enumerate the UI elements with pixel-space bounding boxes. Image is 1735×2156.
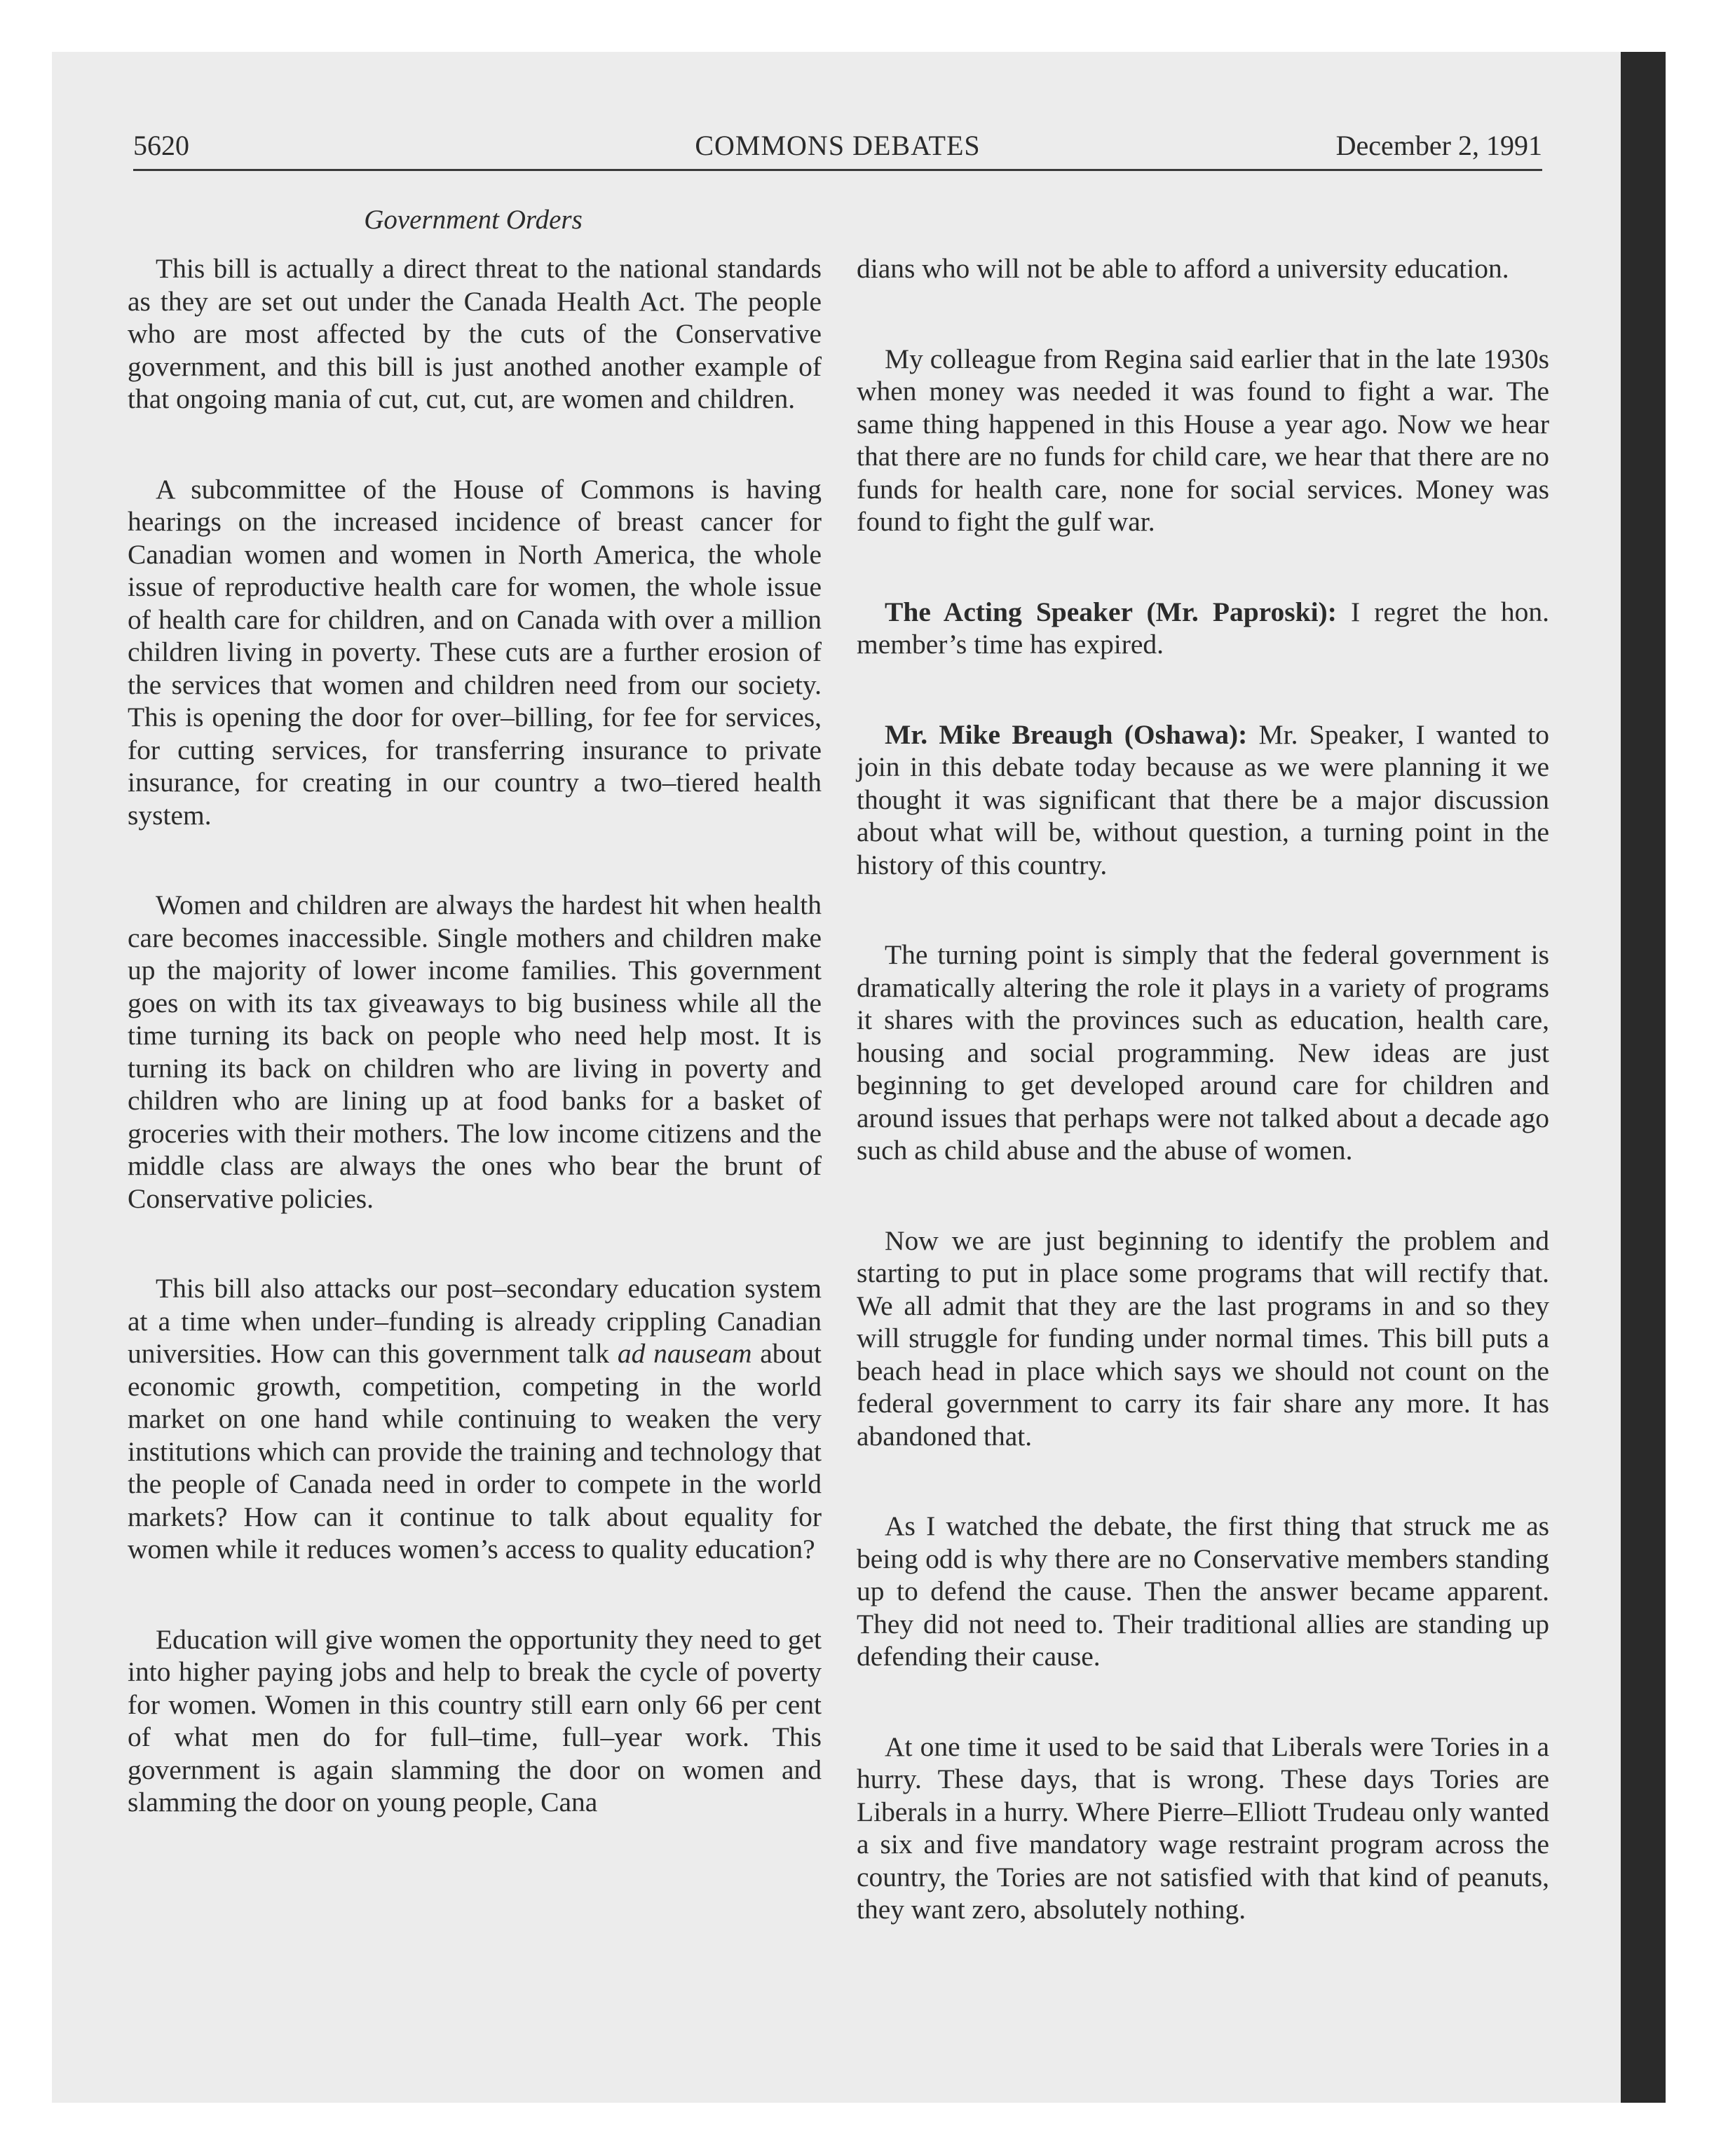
section-label: Government Orders xyxy=(364,205,583,235)
speaker-paragraph xyxy=(857,718,1549,882)
speaker-paragraph xyxy=(857,596,1549,661)
paragraph: My colleague from Regina said earlier that in the late 1930s when money was needed it was found to fight a war. The same thing happened in this House a year ago. Now we hear that there are no funds for child care, we hear that there are no funds for health care, none for social services. Money was found to fight the gulf war. xyxy=(857,343,1549,537)
paragraph: Women and children are always the hardest hit when health care becomes inaccessible. Single mothers and children make up the majority of lower income families. This government goes on with its tax giveaways to big business while all the time turning its back on people who need help most. It is turning its back on children who are living in poverty and children who are lining up at food banks for a basket of groceries with their mothers. The low income citizens and the middle class are always the ones who bear the brunt of Conservative policies. xyxy=(128,889,822,1214)
speaker-name: The Acting Speaker (Mr. Paproski): xyxy=(885,596,1337,627)
paragraph: A subcommittee of the House of Commons is having hearings on the increased incidence of breast cancer for Canadian women and women in North America, the whole issue of reproductive health care for women, the whole issue of health care for children, and on Canada with over a million children living in poverty. These cuts are a further erosion of the services that women and children need from our society. This is opening the door for over–billing, for fee for services, for cutting services, for transferring insurance to private insurance, for creating in our country a two–tiered health system. xyxy=(128,473,822,831)
paragraph: The turning point is simply that the federal government is dramatically altering the role it plays in a variety of programs it shares with the provinces such as education, health care, housing and social programming. New ideas are just beginning to get developed around care for children and around issues that perhaps were not talked about a decade ago such as child abuse and the abuse of women. xyxy=(857,939,1549,1166)
paragraph: Education will give women the opportunity they need to get into higher paying jobs and help to break the cycle of poverty for women. Women in this country still earn only 66 per cent of what men do for full–time, full–year work. This government is again slamming the door on women and slamming the door on young people, Cana xyxy=(128,1623,822,1817)
header-rule xyxy=(133,169,1542,171)
page-number: 5620 xyxy=(133,130,189,161)
paragraph xyxy=(128,1272,822,1566)
italic-phrase: ad nauseam xyxy=(617,1338,752,1369)
right-column xyxy=(857,252,1549,1984)
scan-edge-shadow xyxy=(1621,52,1666,2103)
paragraph-text: about economic growth, competition, competing in the world market on one hand while continuing to weaken the very institutions which can provide the training and technology that the people of Canada need in order to compete in the world markets? How can it continue to talk about equality for women while it reduces women’s access to quality education? xyxy=(128,1338,822,1564)
paragraph-continuation: dians who will not be able to afford a university education. xyxy=(857,253,1509,284)
page-date: December 2, 1991 xyxy=(1335,130,1542,161)
journal-title: COMMONS DEBATES xyxy=(695,130,981,161)
speech-text: Mr. Speaker, I wanted to join in this debate today because as we were planning it we thought it was significant that there be a major discussion about what will be, without question, a turning point in the history of this country. xyxy=(857,718,1549,880)
speech-text: I regret the hon. member’s time has expired. xyxy=(857,596,1549,660)
paragraph: At one time it used to be said that Liberals were Tories in a hurry. These days, that is wrong. These days Tories are Liberals in a hurry. Where Pierre–Elliott Trudeau only wanted a six and five mandatory wage restraint program across the country, the Tories are not satisfied with that kind of peanuts, they want zero, absolutely nothing. xyxy=(857,1731,1549,1925)
paragraph: Now we are just beginning to identify the problem and starting to put in place some programs that will rectify that. We all admit that they are the last programs in and so they will struggle for funding under normal times. This bill puts a beach head in place which says we should not count on the federal government to carry its fair share any more. It has abandoned that. xyxy=(857,1224,1549,1452)
paragraph: As I watched the debate, the first thing that struck me as being odd is why there are no Conservative members standing up to defend the cause. Then the answer became apparent. They did not need to. Their traditional allies are standing up defending their cause. xyxy=(857,1510,1549,1672)
page-header xyxy=(133,125,1542,167)
paragraph: This bill is actually a direct threat to the national standards as they are set out under the Canada Health Act. The people who are most affected by the cuts of the Conservative government, and this bill is just anothed another example of that ongoing mania of cut, cut, cut, are women and children. xyxy=(128,253,822,414)
paragraph-text: This bill also attacks our post–secondary education system at a time when under–funding is already crippling Canadian universities. How can this government talk xyxy=(128,1273,822,1369)
left-column xyxy=(128,252,822,1876)
speaker-name: Mr. Mike Breaugh (Oshawa): xyxy=(885,718,1248,750)
